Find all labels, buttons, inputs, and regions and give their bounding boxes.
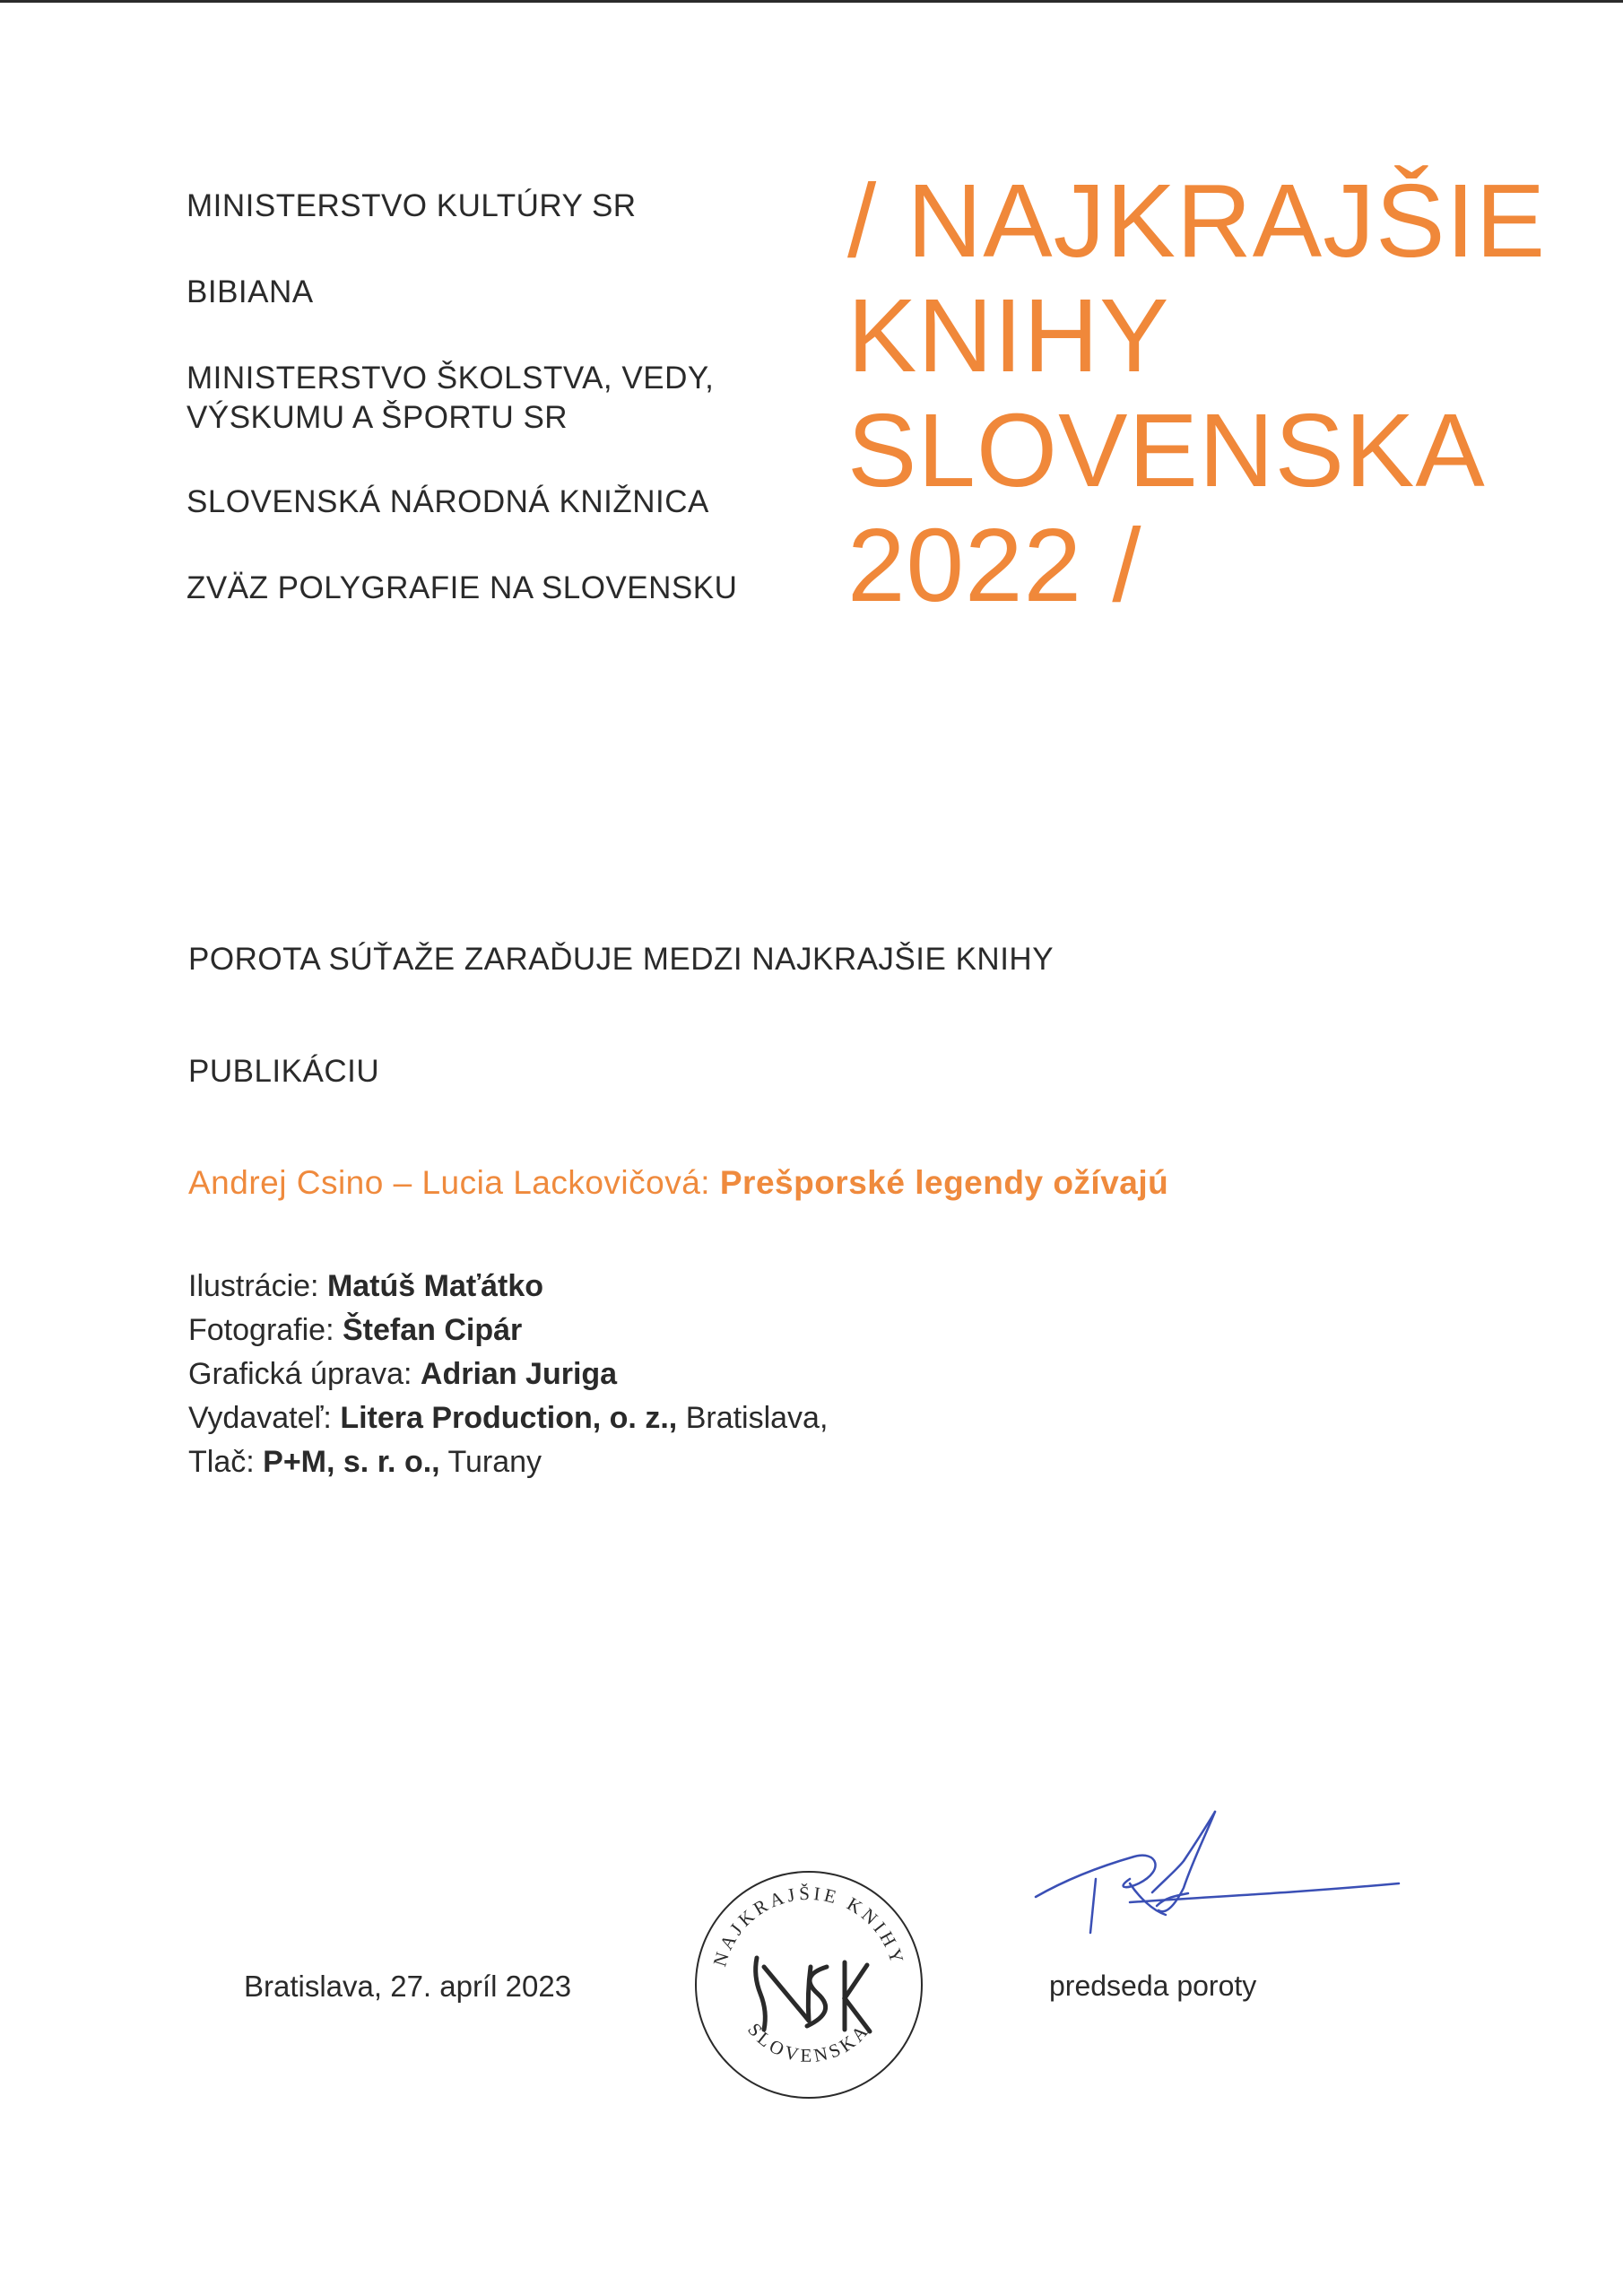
publication-label: PUBLIKÁCIU (188, 1054, 380, 1089)
organizer-printing-union: ZVÄZ POLYGRAFIE NA SLOVENSKU (187, 570, 738, 605)
competition-seal (692, 1868, 925, 2101)
credit-label: Fotografie: (188, 1313, 334, 1347)
seal-monogram-icon (756, 1958, 870, 2031)
title-line-2: KNIHY (847, 277, 1170, 394)
jury-statement: POROTA SÚŤAŽE ZARAĎUJE MEDZI NAJKRAJŠIE KNIHY (188, 942, 1055, 977)
book-title: Prešporské legendy ožívajú (719, 1164, 1169, 1201)
credit-label: Ilustrácie: (188, 1269, 319, 1303)
credit-suffix: Turany (447, 1445, 542, 1479)
scan-top-edge (0, 0, 1623, 3)
title-line-4: 2022 / (847, 507, 1142, 623)
book-line (188, 1164, 1354, 1202)
organizer-ministry-education: MINISTERSTVO ŠKOLSTVA, VEDY, VÝSKUMU A ŠPORTU SR (187, 361, 715, 435)
credit-photography (188, 1309, 828, 1352)
credit-value: Adrian Juriga (420, 1357, 618, 1391)
credit-value: Litera Production, o. z., (340, 1401, 678, 1435)
organizer-bibiana: BIBIANA (187, 274, 314, 309)
credit-value: P+M, s. r. o., (263, 1445, 440, 1479)
credit-label: Tlač: (188, 1445, 255, 1479)
organizer-list (187, 187, 760, 655)
organizer-national-library: SLOVENSKÁ NÁRODNÁ KNIŽNICA (187, 484, 709, 519)
book-authors: Andrej Csino – Lucia Lackovičová: (188, 1164, 711, 1201)
competition-title (847, 163, 1583, 622)
title-line-3: SLOVENSKA (847, 392, 1486, 509)
organizer-ministry-culture: MINISTERSTVO KULTÚRY SR (187, 188, 637, 223)
seal-top-text: NAJKRAJŠIE KNIHY (708, 1882, 909, 1970)
credit-illustrations (188, 1265, 828, 1309)
credit-graphic-design (188, 1352, 828, 1396)
credit-value: Matúš Maťátko (326, 1269, 544, 1303)
title-line-1: / NAJKRAJŠIE (847, 162, 1547, 279)
credit-label: Grafická úprava: (188, 1357, 412, 1391)
signature-icon (1031, 1807, 1408, 1987)
seal-bottom-text: SLOVENSKA (743, 2018, 874, 2066)
date-place: Bratislava, 27. apríl 2023 (244, 1970, 572, 2003)
credit-publisher (188, 1396, 828, 1440)
credit-value: Štefan Cipár (342, 1313, 523, 1347)
credits-list (188, 1265, 828, 1484)
credit-suffix: Bratislava, (685, 1401, 829, 1435)
credit-label: Vydavateľ: (188, 1401, 332, 1435)
credit-printer (188, 1440, 828, 1484)
signature-caption: predseda poroty (1049, 1970, 1257, 2002)
